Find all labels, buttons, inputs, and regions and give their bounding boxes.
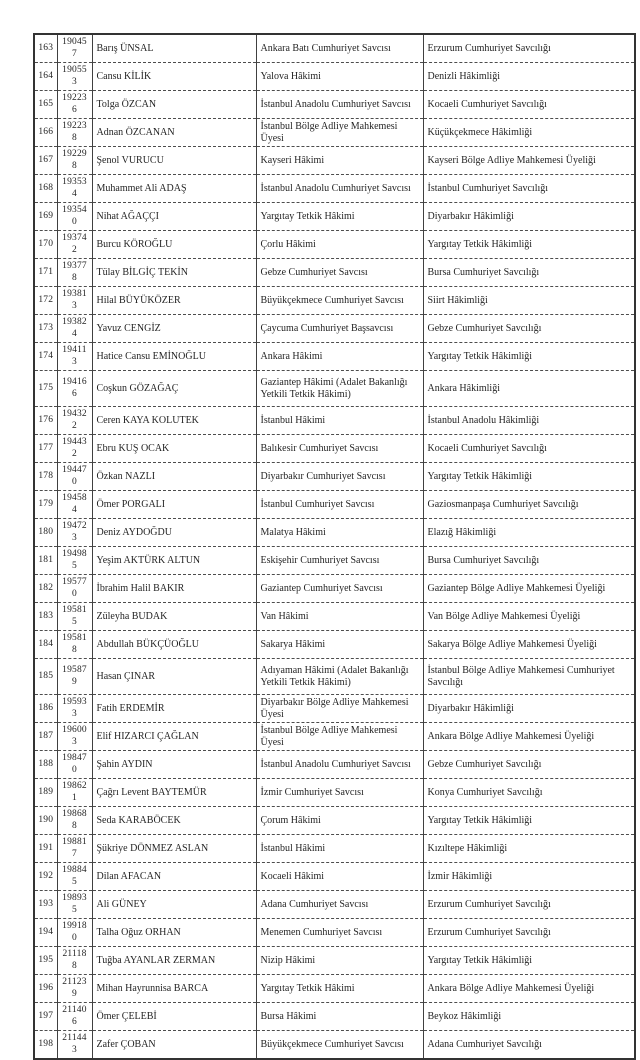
table-row: [34, 919, 635, 947]
table-row: [34, 1003, 635, 1031]
cell-current-post: Nizip Hâkimi: [256, 947, 423, 975]
cell-current-post: İstanbul Bölge Adliye Mahkemesi Üyesi: [256, 723, 423, 751]
cell-new-post: Gaziantep Bölge Adliye Mahkemesi Üyeliği: [423, 575, 635, 603]
cell-name: Hatice Cansu EMİNOĞLU: [92, 343, 256, 371]
cell-current-post: Gaziantep Hâkimi (Adalet Bakanlığı Yetkili Tetkik Hâkimi): [256, 371, 423, 407]
cell-current-post: İstanbul Anadolu Cumhuriyet Savcısı: [256, 751, 423, 779]
cell-new-post: Yargıtay Tetkik Hâkimliği: [423, 947, 635, 975]
cell-registry-number: 211443: [57, 1031, 92, 1060]
cell-current-post: İstanbul Hâkimi: [256, 835, 423, 863]
cell-new-post: Kocaeli Cumhuriyet Savcılığı: [423, 91, 635, 119]
cell-registry-number: 192238: [57, 119, 92, 147]
cell-row-number: 169: [34, 203, 57, 231]
table-row: [34, 547, 635, 575]
cell-new-post: İstanbul Cumhuriyet Savcılığı: [423, 175, 635, 203]
cell-row-number: 170: [34, 231, 57, 259]
table-row: [34, 491, 635, 519]
cell-row-number: 182: [34, 575, 57, 603]
table-row: [34, 463, 635, 491]
cell-current-post: İstanbul Hâkimi: [256, 407, 423, 435]
table-row: [34, 751, 635, 779]
cell-current-post: Kocaeli Hâkimi: [256, 863, 423, 891]
cell-name: İbrahim Halil BAKIR: [92, 575, 256, 603]
cell-registry-number: 195879: [57, 659, 92, 695]
cell-new-post: Ankara Bölge Adliye Mahkemesi Üyeliği: [423, 975, 635, 1003]
table-row: [34, 119, 635, 147]
cell-new-post: İstanbul Bölge Adliye Mahkemesi Cumhuriyet Savcılığı: [423, 659, 635, 695]
cell-new-post: Adana Cumhuriyet Savcılığı: [423, 1031, 635, 1060]
cell-registry-number: 198470: [57, 751, 92, 779]
cell-row-number: 190: [34, 807, 57, 835]
cell-registry-number: 193540: [57, 203, 92, 231]
cell-new-post: İstanbul Anadolu Hâkimliği: [423, 407, 635, 435]
cell-new-post: Erzurum Cumhuriyet Savcılığı: [423, 34, 635, 63]
table-row: [34, 91, 635, 119]
cell-registry-number: 192236: [57, 91, 92, 119]
appointment-table: [33, 33, 636, 1060]
table-row: [34, 63, 635, 91]
cell-row-number: 167: [34, 147, 57, 175]
cell-row-number: 183: [34, 603, 57, 631]
cell-current-post: Kayseri Hâkimi: [256, 147, 423, 175]
cell-registry-number: 194432: [57, 435, 92, 463]
table-row: [34, 807, 635, 835]
cell-row-number: 192: [34, 863, 57, 891]
cell-row-number: 168: [34, 175, 57, 203]
cell-row-number: 178: [34, 463, 57, 491]
cell-current-post: Balıkesir Cumhuriyet Savcısı: [256, 435, 423, 463]
cell-registry-number: 195818: [57, 631, 92, 659]
cell-current-post: Eskişehir Cumhuriyet Savcısı: [256, 547, 423, 575]
cell-current-post: İstanbul Bölge Adliye Mahkemesi Üyesi: [256, 119, 423, 147]
cell-row-number: 191: [34, 835, 57, 863]
cell-row-number: 165: [34, 91, 57, 119]
cell-current-post: Sakarya Hâkimi: [256, 631, 423, 659]
cell-new-post: İzmir Hâkimliği: [423, 863, 635, 891]
cell-row-number: 188: [34, 751, 57, 779]
cell-registry-number: 211406: [57, 1003, 92, 1031]
cell-name: Dilan AFACAN: [92, 863, 256, 891]
cell-name: Ceren KAYA KOLUTEK: [92, 407, 256, 435]
cell-name: Abdullah BÜKÇÜOĞLU: [92, 631, 256, 659]
cell-new-post: Diyarbakır Hâkimliği: [423, 203, 635, 231]
cell-name: Çağrı Levent BAYTEMÜR: [92, 779, 256, 807]
cell-new-post: Yargıtay Tetkik Hâkimliği: [423, 463, 635, 491]
cell-registry-number: 199180: [57, 919, 92, 947]
cell-name: Ali GÜNEY: [92, 891, 256, 919]
cell-new-post: Erzurum Cumhuriyet Savcılığı: [423, 891, 635, 919]
cell-row-number: 198: [34, 1031, 57, 1060]
cell-new-post: Yargıtay Tetkik Hâkimliği: [423, 807, 635, 835]
cell-row-number: 184: [34, 631, 57, 659]
table-row: [34, 603, 635, 631]
cell-new-post: Gaziosmanpaşa Cumhuriyet Savcılığı: [423, 491, 635, 519]
cell-name: Adnan ÖZCANAN: [92, 119, 256, 147]
table-row: [34, 947, 635, 975]
table-row: [34, 231, 635, 259]
cell-row-number: 193: [34, 891, 57, 919]
cell-registry-number: 194166: [57, 371, 92, 407]
table-row: [34, 147, 635, 175]
cell-row-number: 176: [34, 407, 57, 435]
cell-name: Muhammet Ali ADAŞ: [92, 175, 256, 203]
cell-new-post: Bursa Cumhuriyet Savcılığı: [423, 259, 635, 287]
table-row: [34, 1031, 635, 1060]
cell-registry-number: 194113: [57, 343, 92, 371]
cell-current-post: Bursa Hâkimi: [256, 1003, 423, 1031]
cell-registry-number: 194723: [57, 519, 92, 547]
cell-name: Şükriye DÖNMEZ ASLAN: [92, 835, 256, 863]
cell-name: Özkan NAZLI: [92, 463, 256, 491]
cell-current-post: Büyükçekmece Cumhuriyet Savcısı: [256, 287, 423, 315]
cell-name: Ömer PORGALI: [92, 491, 256, 519]
cell-current-post: Çaycuma Cumhuriyet Başsavcısı: [256, 315, 423, 343]
cell-new-post: Erzurum Cumhuriyet Savcılığı: [423, 919, 635, 947]
cell-registry-number: 195815: [57, 603, 92, 631]
table-row: [34, 575, 635, 603]
appointment-table-body: [34, 34, 635, 1059]
table-row: [34, 695, 635, 723]
cell-current-post: Çorlu Hâkimi: [256, 231, 423, 259]
cell-new-post: Küçükçekmece Hâkimliği: [423, 119, 635, 147]
cell-new-post: Elazığ Hâkimliği: [423, 519, 635, 547]
cell-name: Hilal BÜYÜKÖZER: [92, 287, 256, 315]
cell-name: Ömer ÇELEBİ: [92, 1003, 256, 1031]
cell-row-number: 172: [34, 287, 57, 315]
cell-registry-number: 198935: [57, 891, 92, 919]
cell-row-number: 197: [34, 1003, 57, 1031]
cell-name: Coşkun GÖZAĞAÇ: [92, 371, 256, 407]
cell-new-post: Sakarya Bölge Adliye Mahkemesi Üyeliği: [423, 631, 635, 659]
cell-row-number: 164: [34, 63, 57, 91]
cell-name: Zafer ÇOBAN: [92, 1031, 256, 1060]
table-row: [34, 287, 635, 315]
table-row: [34, 519, 635, 547]
cell-new-post: Van Bölge Adliye Mahkemesi Üyeliği: [423, 603, 635, 631]
cell-name: Yeşim AKTÜRK ALTUN: [92, 547, 256, 575]
table-row: [34, 723, 635, 751]
cell-name: Fatih ERDEMİR: [92, 695, 256, 723]
cell-new-post: Kızıltepe Hâkimliği: [423, 835, 635, 863]
cell-row-number: 187: [34, 723, 57, 751]
cell-current-post: Yalova Hâkimi: [256, 63, 423, 91]
cell-current-post: Gebze Cumhuriyet Savcısı: [256, 259, 423, 287]
cell-name: Tuğba AYANLAR ZERMAN: [92, 947, 256, 975]
cell-new-post: Diyarbakır Hâkimliği: [423, 695, 635, 723]
cell-registry-number: 192298: [57, 147, 92, 175]
table-row: [34, 975, 635, 1003]
cell-registry-number: 194470: [57, 463, 92, 491]
cell-registry-number: 195933: [57, 695, 92, 723]
cell-current-post: Adana Cumhuriyet Savcısı: [256, 891, 423, 919]
cell-current-post: Ankara Hâkimi: [256, 343, 423, 371]
cell-current-post: Yargıtay Tetkik Hâkimi: [256, 975, 423, 1003]
cell-name: Cansu KİLİK: [92, 63, 256, 91]
cell-current-post: Büyükçekmece Cumhuriyet Savcısı: [256, 1031, 423, 1060]
cell-registry-number: 198621: [57, 779, 92, 807]
cell-registry-number: 193534: [57, 175, 92, 203]
cell-registry-number: 193742: [57, 231, 92, 259]
cell-current-post: Diyarbakır Cumhuriyet Savcısı: [256, 463, 423, 491]
cell-current-post: İstanbul Cumhuriyet Savcısı: [256, 491, 423, 519]
cell-current-post: Gaziantep Cumhuriyet Savcısı: [256, 575, 423, 603]
cell-new-post: Denizli Hâkimliği: [423, 63, 635, 91]
cell-name: Şahin AYDIN: [92, 751, 256, 779]
cell-name: Talha Oğuz ORHAN: [92, 919, 256, 947]
table-row: [34, 659, 635, 695]
cell-row-number: 175: [34, 371, 57, 407]
cell-name: Ebru KUŞ OCAK: [92, 435, 256, 463]
table-row: [34, 343, 635, 371]
cell-new-post: Bursa Cumhuriyet Savcılığı: [423, 547, 635, 575]
cell-row-number: 177: [34, 435, 57, 463]
cell-new-post: Beykoz Hâkimliği: [423, 1003, 635, 1031]
cell-registry-number: 211239: [57, 975, 92, 1003]
cell-registry-number: 193778: [57, 259, 92, 287]
cell-current-post: Çorum Hâkimi: [256, 807, 423, 835]
cell-row-number: 196: [34, 975, 57, 1003]
cell-row-number: 195: [34, 947, 57, 975]
cell-row-number: 181: [34, 547, 57, 575]
cell-registry-number: 195770: [57, 575, 92, 603]
cell-registry-number: 198817: [57, 835, 92, 863]
cell-name: Tülay BİLGİÇ TEKİN: [92, 259, 256, 287]
table-row: [34, 835, 635, 863]
cell-new-post: Konya Cumhuriyet Savcılığı: [423, 779, 635, 807]
cell-registry-number: 190553: [57, 63, 92, 91]
cell-current-post: Van Hâkimi: [256, 603, 423, 631]
cell-name: Barış ÜNSAL: [92, 34, 256, 63]
table-row: [34, 259, 635, 287]
cell-registry-number: 193813: [57, 287, 92, 315]
cell-new-post: Yargıtay Tetkik Hâkimliği: [423, 343, 635, 371]
cell-row-number: 174: [34, 343, 57, 371]
table-row: [34, 407, 635, 435]
cell-current-post: İstanbul Anadolu Cumhuriyet Savcısı: [256, 175, 423, 203]
table-row: [34, 34, 635, 63]
cell-new-post: Ankara Bölge Adliye Mahkemesi Üyeliği: [423, 723, 635, 751]
table-row: [34, 371, 635, 407]
cell-name: Tolga ÖZCAN: [92, 91, 256, 119]
cell-new-post: Gebze Cumhuriyet Savcılığı: [423, 315, 635, 343]
cell-name: Yavuz CENGİZ: [92, 315, 256, 343]
cell-current-post: İstanbul Anadolu Cumhuriyet Savcısı: [256, 91, 423, 119]
cell-row-number: 186: [34, 695, 57, 723]
cell-row-number: 185: [34, 659, 57, 695]
cell-current-post: Yargıtay Tetkik Hâkimi: [256, 203, 423, 231]
cell-name: Burcu KÖROĞLU: [92, 231, 256, 259]
cell-name: Deniz AYDOĞDU: [92, 519, 256, 547]
table-row: [34, 435, 635, 463]
cell-registry-number: 194985: [57, 547, 92, 575]
cell-current-post: Menemen Cumhuriyet Savcısı: [256, 919, 423, 947]
cell-registry-number: 194322: [57, 407, 92, 435]
table-row: [34, 891, 635, 919]
cell-registry-number: 211188: [57, 947, 92, 975]
cell-row-number: 171: [34, 259, 57, 287]
table-row: [34, 863, 635, 891]
table-row: [34, 175, 635, 203]
cell-new-post: Siirt Hâkimliği: [423, 287, 635, 315]
cell-current-post: Malatya Hâkimi: [256, 519, 423, 547]
cell-registry-number: 190457: [57, 34, 92, 63]
cell-registry-number: 196003: [57, 723, 92, 751]
cell-name: Seda KARABÖCEK: [92, 807, 256, 835]
cell-current-post: Diyarbakır Bölge Adliye Mahkemesi Üyesi: [256, 695, 423, 723]
cell-registry-number: 194584: [57, 491, 92, 519]
table-row: [34, 631, 635, 659]
cell-row-number: 166: [34, 119, 57, 147]
cell-row-number: 189: [34, 779, 57, 807]
cell-new-post: Yargıtay Tetkik Hâkimliği: [423, 231, 635, 259]
cell-row-number: 179: [34, 491, 57, 519]
cell-name: Şenol VURUCU: [92, 147, 256, 175]
cell-row-number: 173: [34, 315, 57, 343]
cell-new-post: Ankara Hâkimliği: [423, 371, 635, 407]
cell-new-post: Kayseri Bölge Adliye Mahkemesi Üyeliği: [423, 147, 635, 175]
cell-new-post: Kocaeli Cumhuriyet Savcılığı: [423, 435, 635, 463]
cell-registry-number: 193824: [57, 315, 92, 343]
cell-current-post: Ankara Batı Cumhuriyet Savcısı: [256, 34, 423, 63]
cell-current-post: İzmir Cumhuriyet Savcısı: [256, 779, 423, 807]
cell-current-post: Adıyaman Hâkimi (Adalet Bakanlığı Yetkili Tetkik Hâkimi): [256, 659, 423, 695]
table-row: [34, 203, 635, 231]
cell-row-number: 163: [34, 34, 57, 63]
table-row: [34, 779, 635, 807]
cell-name: Nihat AĞAÇÇI: [92, 203, 256, 231]
cell-new-post: Gebze Cumhuriyet Savcılığı: [423, 751, 635, 779]
table-row: [34, 315, 635, 343]
cell-name: Elif HIZARCI ÇAĞLAN: [92, 723, 256, 751]
cell-name: Mihan Hayrunnisa BARCA: [92, 975, 256, 1003]
cell-registry-number: 198688: [57, 807, 92, 835]
cell-name: Züleyha BUDAK: [92, 603, 256, 631]
cell-row-number: 180: [34, 519, 57, 547]
cell-registry-number: 198845: [57, 863, 92, 891]
cell-row-number: 194: [34, 919, 57, 947]
cell-name: Hasan ÇINAR: [92, 659, 256, 695]
